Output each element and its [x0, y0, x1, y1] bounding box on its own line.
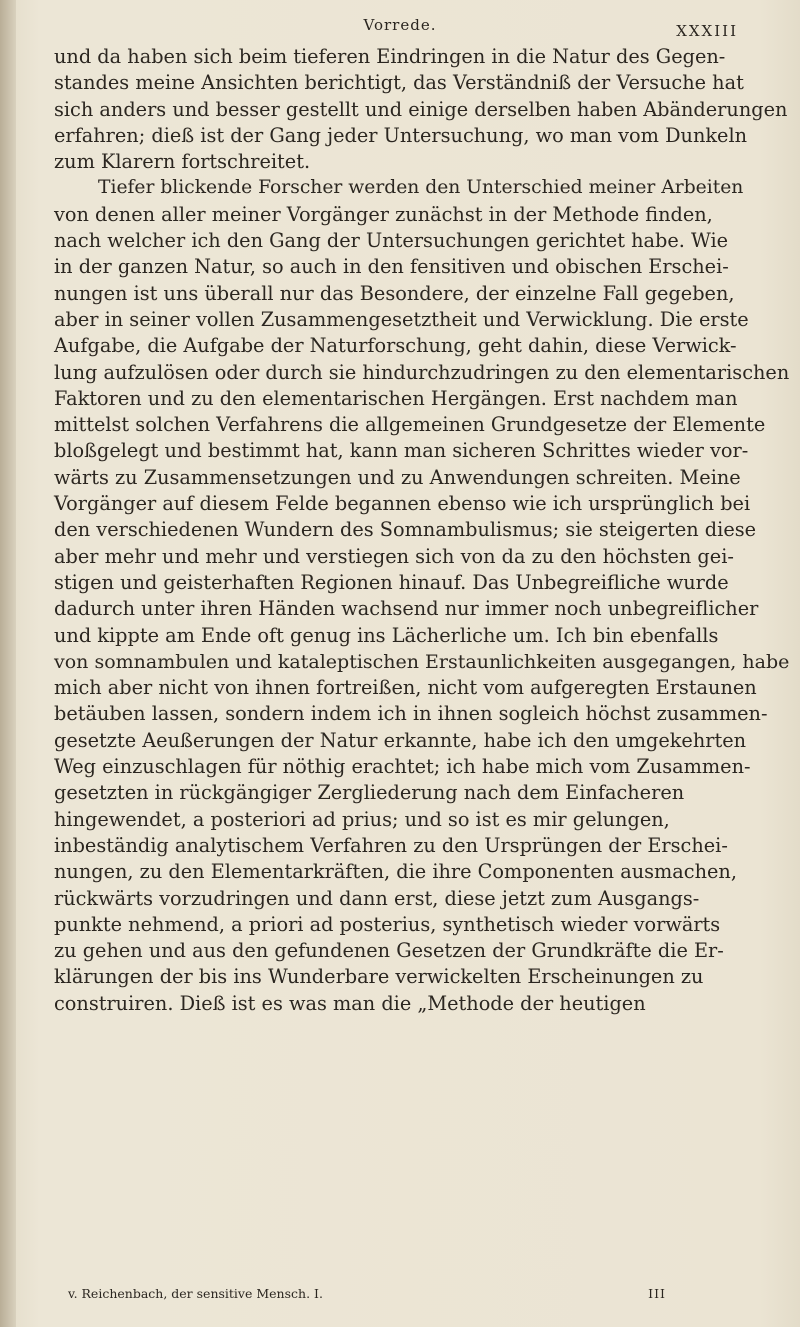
paragraph-first-line: Tiefer blickende Forscher werden den Unterschied meiner Arbeiten: [98, 177, 744, 199]
text-line: von denen aller meiner Vorgänger zunächst in der Methode finden,: [54, 202, 713, 226]
text-line: und kippte am Ende oft genug ins Lächerliche um. Ich bin ebenfalls: [54, 623, 719, 647]
page-footer: [68, 1286, 732, 1301]
text-line: Weg einzuschlagen für nöthig erachtet; ich habe mich vom Zusammen-: [54, 755, 751, 779]
running-title: Vorrede.: [363, 16, 437, 34]
text-line: inbeständig analytischem Verfahren zu den Ursprüngen der Erschei-: [54, 833, 728, 857]
text-line: bloßgelegt und bestimmt hat, kann man sicheren Schrittes wieder vor-: [54, 439, 749, 463]
text-line: nungen, zu den Elementarkräften, die ihre Componenten ausmachen,: [54, 860, 737, 884]
footer-note: v. Reichenbach, der sensitive Mensch. I.: [68, 1286, 323, 1301]
text-line: Faktoren und zu den elementarischen Hergängen. Erst nachdem man: [54, 386, 738, 410]
text-line: betäuben lassen, sondern indem ich in ihnen sogleich höchst zusammen-: [54, 702, 768, 726]
text-line: mich aber nicht von ihnen fortreißen, nicht vom aufgeregten Erstaunen: [54, 676, 757, 700]
text-line: dadurch unter ihren Händen wachsend nur immer noch unbegreiflicher: [54, 597, 759, 621]
text-line: erfahren; dieß ist der Gang jeder Untersuchung, wo man vom Dunkeln: [54, 123, 748, 147]
text-line: nach welcher ich den Gang der Untersuchungen gerichtet habe. Wie: [54, 229, 729, 253]
text-line: standes meine Ansichten berichtigt, das Verständniß der Versuche hat: [54, 71, 744, 95]
text-line: wärts zu Zusammensetzungen und zu Anwendungen schreiten. Meine: [54, 465, 741, 489]
text-line: aber mehr und mehr und verstiegen sich von da zu den höchsten gei-: [54, 544, 734, 568]
text-line: construiren. Dieß ist es was man die „Methode der heutigen: [54, 991, 646, 1015]
text-line: Aufgabe, die Aufgabe der Naturforschung, geht dahin, diese Verwick-: [54, 334, 737, 358]
body-text: [54, 44, 790, 1017]
text-line: hingewendet, a posteriori ad prius; und so ist es mir gelungen,: [54, 807, 670, 831]
text-line: lung aufzulösen oder durch sie hindurchzudringen zu den elementarischen: [54, 360, 790, 384]
text-line: mittelst solchen Verfahrens die allgemeinen Grundgesetze der Elemente: [54, 413, 766, 437]
text-line: gesetzten in rückgängiger Zergliederung nach dem Einfacheren: [54, 781, 685, 805]
page-binding-edge: [0, 0, 16, 1327]
text-line: aber in seiner vollen Zusammengesetztheit und Verwicklung. Die erste: [54, 307, 749, 331]
text-line: stigen und geisterhaften Regionen hinauf. Das Unbegreifliche wurde: [54, 570, 729, 594]
text-line: punkte nehmend, a priori ad posterius, synthetisch wieder vorwärts: [54, 912, 721, 936]
text-line: von somnambulen und kataleptischen Erstaunlichkeiten ausgegangen, habe: [54, 650, 790, 673]
text-line: in der ganzen Natur, so auch in den fensitiven und obischen Erschei-: [54, 255, 729, 279]
text-line: zum Klarern fortschreitet.: [54, 150, 311, 174]
text-line: nungen ist uns überall nur das Besondere, der einzelne Fall gegeben,: [54, 281, 735, 305]
text-line: den verschiedenen Wundern des Somnambulismus; sie steigerten diese: [54, 518, 757, 542]
text-line: rückwärts vorzudringen und dann erst, diese jetzt zum Ausgangs-: [54, 886, 700, 910]
text-line: Vorgänger auf diesem Felde begannen ebenso wie ich ursprünglich bei: [54, 492, 751, 516]
signature-mark: III: [648, 1286, 666, 1301]
text-line: gesetzte Aeußerungen der Natur erkannte, habe ich den umgekehrten: [54, 728, 747, 752]
text-line: klärungen der bis ins Wunderbare verwickelten Erscheinungen zu: [54, 965, 704, 989]
text-line: und da haben sich beim tieferen Eindringen in die Natur des Gegen-: [54, 45, 726, 68]
text-line: sich anders und besser gestellt und einige derselben haben Abänderungen: [54, 97, 788, 121]
page-number: XXXIII: [676, 22, 738, 40]
text-line: zu gehen und aus den gefundenen Gesetzen der Grundkräfte die Er-: [54, 939, 724, 963]
